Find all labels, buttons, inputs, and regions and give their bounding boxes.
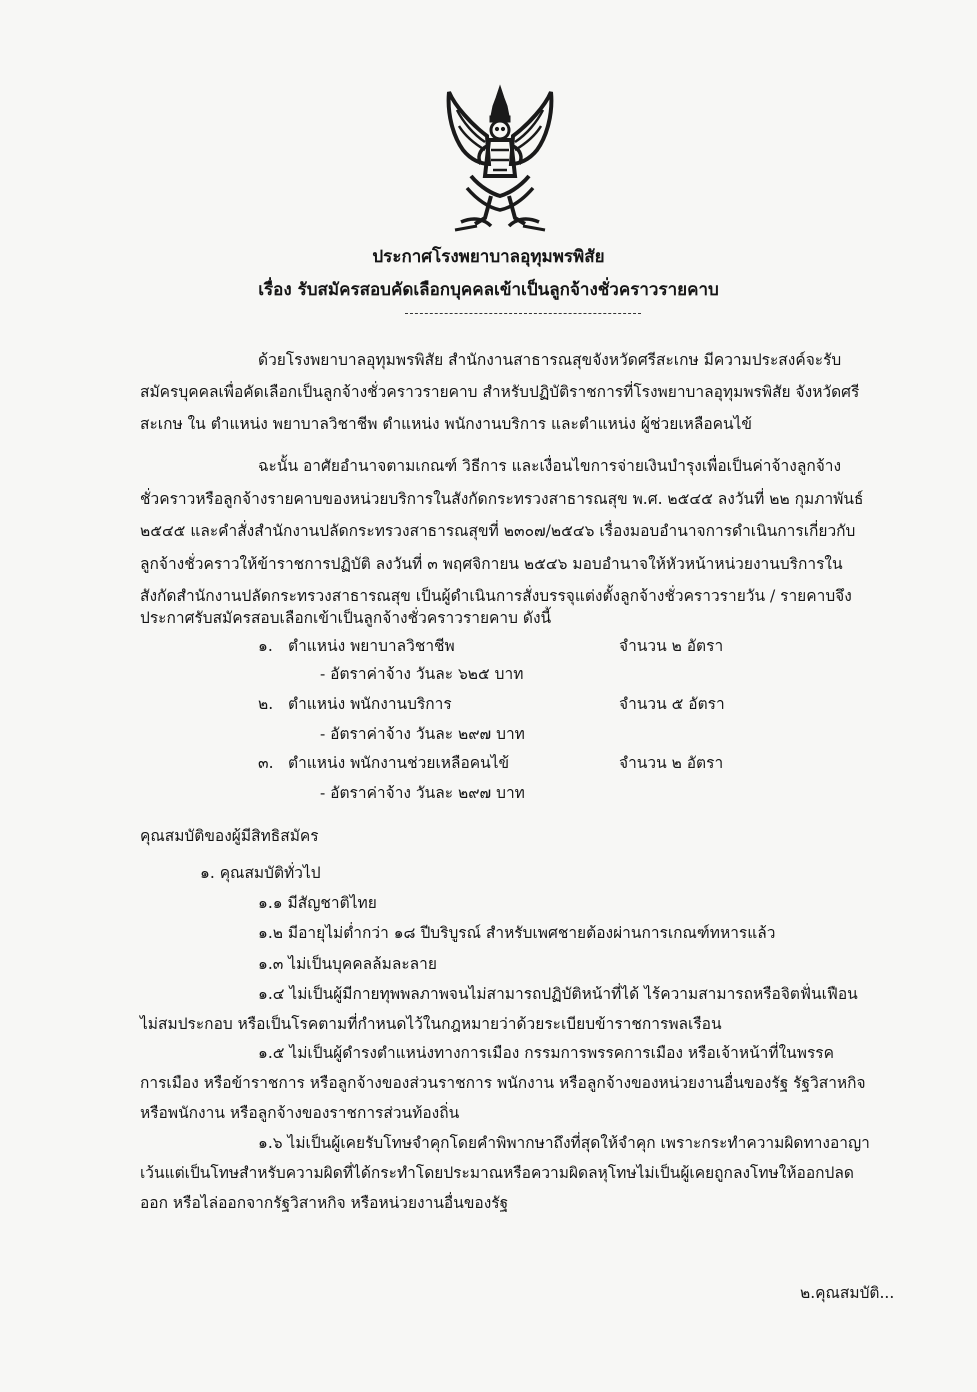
authority-line: ประกาศรับสมัครสอบเลือกเข้าเป็นลูกจ้างชั่วคราวรายคาบ ดังนี้ (140, 609, 552, 627)
qualification-line: การเมือง หรือข้าราชการ หรือลูกจ้างของส่วนราชการ พนักงาน หรือลูกจ้างของหน่วยงานอื่นของรัฐ รัฐวิสาหกิจ (140, 1074, 866, 1092)
intro-line: ด้วยโรงพยาบาลอุทุมพรพิสัย สำนักงานสาธารณสุขจังหวัดศรีสะเกษ มีความประสงค์จะรับ (258, 351, 842, 369)
position-count: จำนวน ๕ อัตรา (619, 695, 725, 713)
position-wage: - อัตราค่าจ้าง วันละ ๒๙๗ บาท (320, 725, 525, 743)
position-number: ๒. (258, 695, 274, 713)
announcement-title: ประกาศโรงพยาบาลอุทุมพรพิสัย (372, 247, 605, 267)
qualification-line: ๑.๖ ไม่เป็นผู้เคยรับโทษจำคุกโดยคำพิพากษาถึงที่สุดให้จำคุก เพราะกระทำความผิดทางอาญา (258, 1134, 870, 1152)
qualification-line: เว้นแต่เป็นโทษสำหรับความผิดที่ได้กระทำโดยประมาณหรือความผิดลหุโทษไม่เป็นผู้เคยถูกลงโทษให้ออกปลด (140, 1164, 854, 1182)
qualification-line: ๑.๑ มีสัญชาติไทย (258, 894, 377, 912)
title-divider (405, 313, 641, 314)
general-qualifications-heading: ๑. คุณสมบัติทั่วไป (200, 864, 321, 882)
qualification-line: ไม่สมประกอบ หรือเป็นโรคตามที่กำหนดไว้ในกฎหมายว่าด้วยระเบียบข้าราชการพลเรือน (140, 1015, 722, 1033)
qualification-line: ๑.๒ มีอายุไม่ต่ำกว่า ๑๘ ปีบริบูรณ์ สำหรับเพศชายต้องผ่านการเกณฑ์ทหารแล้ว (258, 924, 776, 942)
position-title: ตำแหน่ง พนักงานช่วยเหลือคนไข้ (288, 754, 510, 772)
garuda-emblem-icon (441, 84, 559, 234)
authority-line: ชั่วคราวหรือลูกจ้างรายคาบของหน่วยบริการในสังกัดกระทรวงสาธารณสุข พ.ศ. ๒๕๔๕ ลงวันที่ ๒๒ กุมภาพันธ์ (140, 490, 864, 508)
position-count: จำนวน ๒ อัตรา (619, 754, 724, 772)
authority-line: สังกัดสำนักงานปลัดกระทรวงสาธารณสุข เป็นผู้ดำเนินการสั่งบรรจุแต่งตั้งลูกจ้างชั่วคราวรายวัน / รายคาบจึง (140, 587, 852, 605)
position-number: ๓. (258, 754, 274, 772)
qualification-line: ๑.๓ ไม่เป็นบุคคลล้มละลาย (258, 955, 437, 973)
position-title: ตำแหน่ง พนักงานบริการ (288, 695, 452, 713)
authority-line: ลูกจ้างชั่วคราวให้ข้าราชการปฏิบัติ ลงวันที่ ๓ พฤศจิกายน ๒๕๔๖ มอบอำนาจให้หัวหน้าหน่วยงานบริการใน (140, 555, 843, 573)
continuation-marker: ๒.คุณสมบัติ... (800, 1284, 895, 1302)
qualification-line: ๑.๔ ไม่เป็นผู้มีกายทุพพลภาพจนไม่สามารถปฏิบัติหน้าที่ได้ ไร้ความสามารถหรือจิตฟั่นเฟือน (258, 985, 858, 1003)
intro-line: สมัครบุคคลเพื่อคัดเลือกเป็นลูกจ้างชั่วคราวรายคาบ สำหรับปฏิบัติราชการที่โรงพยาบาลอุทุมพรพิสัย จังหวัดศรี (140, 383, 860, 401)
qualification-line: ๑.๕ ไม่เป็นผู้ดำรงตำแหน่งทางการเมือง กรรมการพรรคการเมือง หรือเจ้าหน้าที่ในพรรค (258, 1044, 834, 1062)
intro-line: สะเกษ ใน ตำแหน่ง พยาบาลวิชาชีพ ตำแหน่ง พนักงานบริการ และตำแหน่ง ผู้ช่วยเหลือคนไข้ (140, 415, 752, 433)
position-wage: - อัตราค่าจ้าง วันละ ๖๒๕ บาท (320, 665, 524, 683)
qualifications-heading: คุณสมบัติของผู้มีสิทธิสมัคร (140, 827, 319, 845)
authority-line: ฉะนั้น อาศัยอำนาจตามเกณฑ์ วิธีการ และเงื่อนไขการจ่ายเงินบำรุงเพื่อเป็นค่าจ้างลูกจ้าง (258, 457, 842, 475)
qualification-line: ออก หรือไล่ออกจากรัฐวิสาหกิจ หรือหน่วยงานอื่นของรัฐ (140, 1194, 509, 1212)
position-wage: - อัตราค่าจ้าง วันละ ๒๙๗ บาท (320, 784, 525, 802)
qualification-line: หรือพนักงาน หรือลูกจ้างของราชการส่วนท้องถิ่น (140, 1104, 460, 1122)
position-number: ๑. (258, 637, 273, 655)
authority-line: ๒๕๔๕ และคำสั่งสำนักงานปลัดกระทรวงสาธารณสุขที่ ๒๓๐๗/๒๕๔๖ เรื่องมอบอำนาจการดำเนินการเกี่ยวกับ (140, 522, 856, 540)
position-title: ตำแหน่ง พยาบาลวิชาชีพ (288, 637, 455, 655)
position-count: จำนวน ๒ อัตรา (619, 637, 724, 655)
announcement-subject: เรื่อง รับสมัครสอบคัดเลือกบุคคลเข้าเป็นลูกจ้างชั่วคราวรายคาบ (258, 280, 719, 300)
